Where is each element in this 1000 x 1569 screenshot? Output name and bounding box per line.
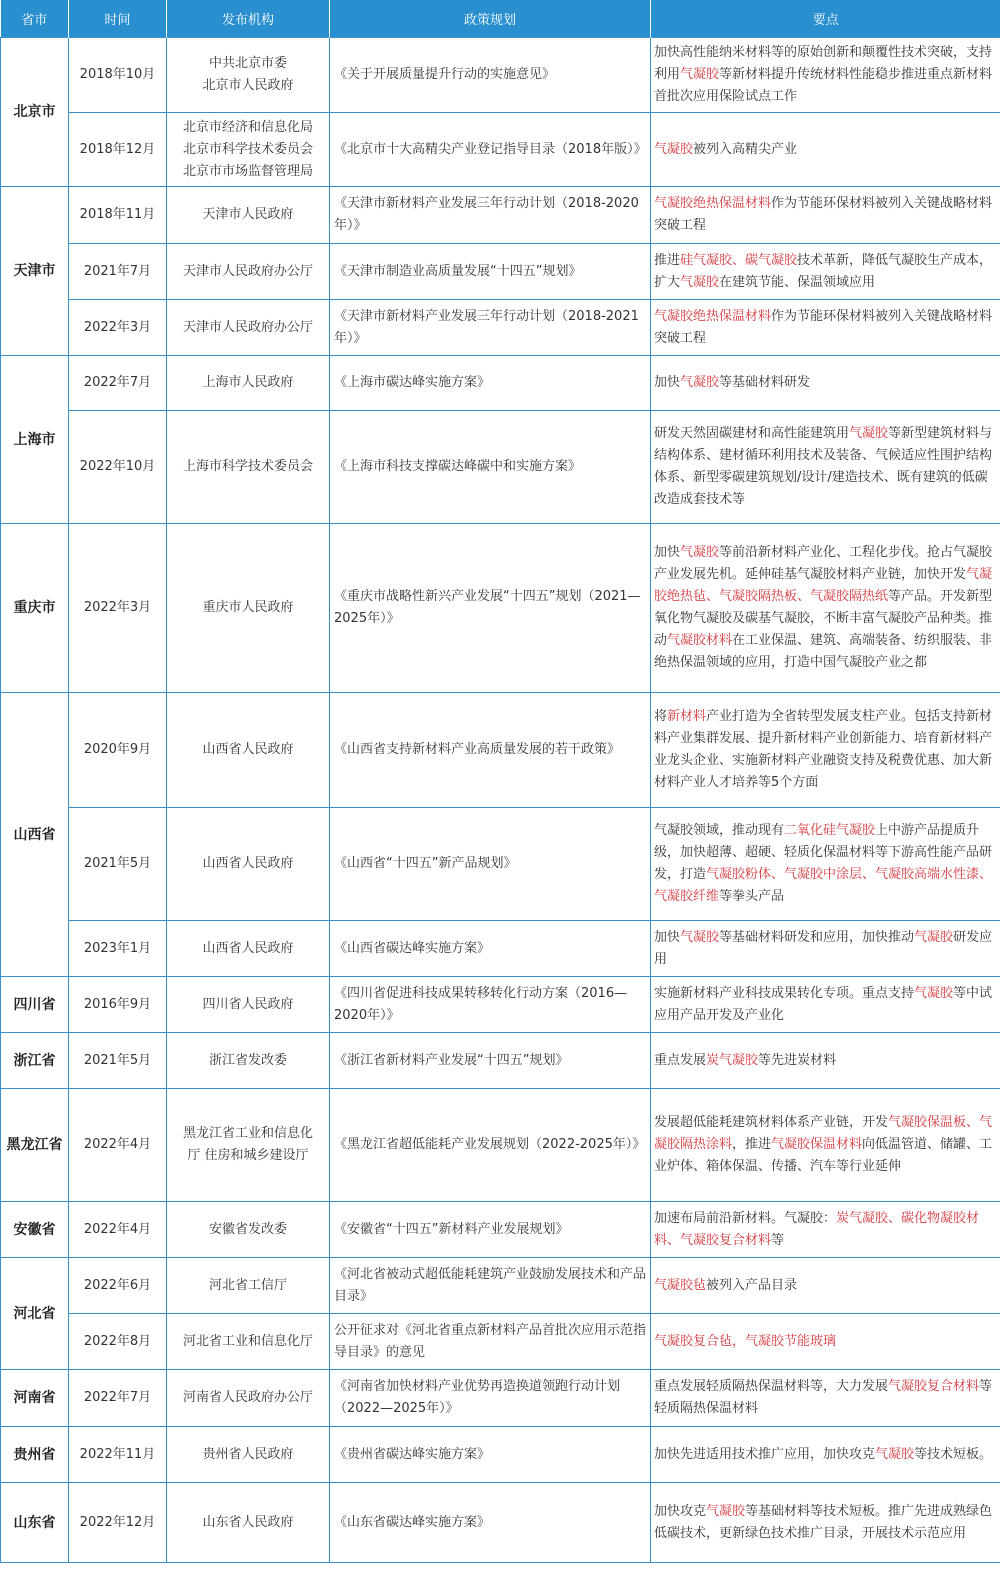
points-cell [651,1202,1000,1258]
table-row [1,1370,1000,1427]
org-cell [167,1202,330,1258]
policy-cell: 《四川省促进科技成果转移转化行动方案（2016—2020年）》 [330,977,651,1033]
points-text: 等产品。开发新型氧化物气凝胶及碳基气凝胶，不断丰富气凝胶产品种类。推动 [654,589,993,648]
points-text: 等新型建筑材料与结构体系、建材循环利用技术及装备、气候适应性围护结构体系、新型零碳建筑规划/设计/建造技术、既有建筑的低碳改造成套技术等 [654,426,993,507]
points-text: 被列入高精尖产业 [693,141,798,157]
province-cell: 天津市 [1,187,69,356]
org-line: 天津市人民政府办公厅 [182,319,313,335]
highlight-text: 气凝胶 [680,67,720,82]
org-cell [167,808,330,921]
date-cell: 2022年11月 [69,1427,167,1483]
policy-cell: 《山西省碳达峰实施方案》 [330,921,651,977]
points-text: 重点发展 [654,1052,707,1068]
points-text: 加快 [654,929,681,945]
table-row [1,411,1000,524]
points-text: 等 [771,1232,785,1248]
policy-cell: 《山西省“十四五”新产品规划》 [330,808,651,921]
table-row [1,921,1000,977]
points-text: 重点发展轻质隔热保温材料等，大力发展 [654,1379,889,1394]
org-cell [167,977,330,1033]
policy-cell: 《山西省支持新材料产业高质量发展的若干政策》 [330,693,651,808]
date-cell: 2021年7月 [69,244,167,300]
policy-cell: 《河北省被动式超低能耗建筑产业鼓励发展技术和产品目录》 [330,1258,651,1314]
points-text: 等轻质隔热保温材料 [654,1379,993,1416]
highlight-text: 炭气凝胶、碳化物凝胶材料、气凝胶复合材料 [654,1210,980,1248]
org-line: 河北省工信厅 [208,1277,287,1293]
highlight-text: 气凝胶粉体、气凝胶中涂层、气凝胶高端水性漆、气凝胶纤维 [654,867,993,904]
org-line: 中共北京市委 [208,56,287,71]
points-text: 等先进炭材料 [758,1052,837,1068]
points-text: 加快高性能纳米材料等的原始创新和颠覆性技术突破，支持利用 [654,45,993,82]
table-row [1,808,1000,921]
highlight-text: 气凝胶复合材料 [888,1379,980,1394]
highlight-text: 气凝胶 [654,141,694,157]
org-cell [167,300,330,356]
highlight-text: 气凝胶复合毡，气凝胶节能玻璃 [654,1333,837,1349]
org-cell [167,1370,330,1427]
policy-cell: 《上海市碳达峰实施方案》 [330,356,651,411]
org-cell [167,113,330,187]
highlight-text: 气凝胶绝热保温材料 [654,308,772,324]
policy-cell: 《天津市制造业高质量发展“十四五”规划》 [330,244,651,300]
points-cell [651,411,1000,524]
policy-cell: 《北京市十大高精尖产业登记指导目录（2018年版）》 [330,113,651,187]
policy-cell: 《河南省加快材料产业优势再造换道领跑行动计划（2022—2025年）》 [330,1370,651,1427]
date-cell: 2018年12月 [69,113,167,187]
points-text: 加快 [654,545,681,560]
points-cell [651,187,1000,244]
policy-cell: 公开征求对《河北省重点新材料产品首批次应用示范指导目录》的意见 [330,1314,651,1370]
table-row [1,693,1000,808]
points-cell [651,356,1000,411]
highlight-text: 气凝胶 [914,929,954,945]
org-cell [167,1089,330,1202]
date-cell: 2021年5月 [69,808,167,921]
policy-cell: 《黑龙江省超低能耗产业发展规划（2022-2025年）》 [330,1089,651,1202]
table-row [1,1033,1000,1089]
date-cell: 2022年8月 [69,1314,167,1370]
points-cell [651,300,1000,356]
org-line: 河北省工业和信息化厅 [182,1333,313,1349]
highlight-text: 气凝胶 [914,985,954,1001]
org-cell [167,1427,330,1483]
table-row [1,356,1000,411]
org-line: 河南省人民政府办公厅 [182,1390,313,1405]
points-text: 等中试应用产品开发及产业化 [654,985,993,1023]
org-cell [167,411,330,524]
points-cell [651,1314,1000,1370]
province-cell: 山西省 [1,693,69,977]
header-policy: 政策规划 [330,0,651,38]
highlight-text: 气凝胶 [680,375,720,390]
date-cell: 2023年1月 [69,921,167,977]
highlight-text: 气凝胶 [706,1503,746,1519]
points-text: 等基础材料研发和应用，加快推动 [719,929,915,945]
date-cell: 2022年10月 [69,411,167,524]
points-text: 加快攻克 [654,1503,707,1519]
table-row [1,524,1000,693]
points-text: 向低温管道、储罐、工业炉体、箱体保温、传播、汽车等行业延伸 [654,1137,993,1174]
points-text: 等前沿新材料产业化、工程化步伐。抢占气凝胶产业发展先机。延伸硅基气凝胶材料产业链，加快开发 [654,545,993,582]
points-text: 气凝胶领域，推动现有 [654,823,785,838]
org-line: 贵州省人民政府 [202,1446,294,1462]
points-text: 被列入产品目录 [706,1277,798,1293]
points-cell [651,1258,1000,1314]
policy-cell: 《贵州省碳达峰实施方案》 [330,1427,651,1483]
province-cell: 河南省 [1,1370,69,1427]
table-row [1,1314,1000,1370]
table-row [1,1202,1000,1258]
policy-cell: 《关于开展质量提升行动的实施意见》 [330,38,651,113]
header-org: 发布机构 [167,0,330,38]
points-text: 研发应用 [654,929,993,967]
date-cell: 2022年4月 [69,1089,167,1202]
policy-cell: 《天津市新材料产业发展三年行动计划（2018-2021年）》 [330,300,651,356]
org-line: 黑龙江省工业和信息化 [182,1126,313,1141]
org-line: 浙江省发改委 [208,1052,287,1068]
points-cell [651,1427,1000,1483]
province-cell: 山东省 [1,1483,69,1563]
points-text: 加快 [654,375,681,390]
table-row [1,1427,1000,1483]
province-cell: 上海市 [1,356,69,524]
points-cell [651,113,1000,187]
points-cell [651,1370,1000,1427]
date-cell: 2018年11月 [69,187,167,244]
policy-cell: 《安徽省“十四五”新材料产业发展规划》 [330,1202,651,1258]
province-cell: 黑龙江省 [1,1089,69,1202]
date-cell: 2022年6月 [69,1258,167,1314]
date-cell: 2022年12月 [69,1483,167,1563]
highlight-text: 气凝胶 [680,929,720,945]
points-text: 在建筑节能、保温领域应用 [719,274,876,290]
org-line: 四川省人民政府 [202,996,294,1012]
points-text: ，推进 [732,1137,772,1152]
org-line: 山东省人民政府 [202,1514,294,1530]
highlight-text: 气凝胶保温材料 [771,1137,863,1152]
org-cell [167,1483,330,1563]
table-row [1,1089,1000,1202]
org-line: 安徽省发改委 [208,1221,287,1237]
org-line: 北京市人民政府 [202,78,294,93]
points-text: 在工业保温、建筑、高端装备、纺织服装、非绝热保温领域的应用，打造中国气凝胶产业之都 [654,633,993,670]
points-cell [651,977,1000,1033]
points-text: 等基础材料等技术短板。推广先进成熟绿色低碳技术，更新绿色技术推广目录，开展技术示范应用 [654,1503,993,1541]
policy-cell: 《浙江省新材料产业发展“十四五”规划》 [330,1033,651,1089]
points-cell [651,1089,1000,1202]
table-row [1,1258,1000,1314]
org-line: 天津市人民政府 [202,207,294,222]
org-line: 上海市人民政府 [202,375,294,390]
highlight-text: 气凝胶材料 [667,633,733,648]
org-line: 山西省人民政府 [202,940,294,956]
province-cell: 浙江省 [1,1033,69,1089]
policy-cell: 《上海市科技支撑碳达峰碳中和实施方案》 [330,411,651,524]
date-cell: 2022年3月 [69,524,167,693]
points-text: 等基础材料研发 [719,375,811,390]
points-cell [651,244,1000,300]
highlight-text: 气凝胶 [875,1446,915,1462]
date-cell: 2022年7月 [69,1370,167,1427]
points-cell [651,1033,1000,1089]
table-row [1,977,1000,1033]
points-cell [651,38,1000,113]
table-row [1,187,1000,244]
points-text: 技术革新，降低气凝胶生产成本，扩大 [654,252,993,290]
highlight-text: 气凝胶毡 [654,1277,707,1293]
points-text: 作为节能环保材料被列入关键战略材料突破工程 [654,308,993,346]
points-cell [651,524,1000,693]
org-line: 山西省人民政府 [202,742,294,757]
points-text: 等技术短板。 [914,1446,993,1462]
header-points: 要点 [651,0,1000,38]
org-cell [167,38,330,113]
points-text: 等新材料提升传统材料性能稳步推进重点新材料首批次应用保险试点工作 [654,67,993,104]
org-line: 厅 住房和城乡建设厅 [187,1148,309,1163]
header-date: 时间 [69,0,167,38]
points-text: 研发天然固碳建材和高性能建筑用 [654,426,850,441]
policy-cell: 《山东省碳达峰实施方案》 [330,1483,651,1563]
org-cell [167,921,330,977]
table-row [1,1483,1000,1563]
org-line: 山西省人民政府 [202,856,294,871]
org-line: 北京市科学技术委员会 [182,141,313,157]
date-cell: 2022年7月 [69,356,167,411]
points-text: 将 [654,709,668,724]
highlight-text: 气凝胶 [680,274,720,290]
points-cell [651,808,1000,921]
policy-cell: 《天津市新材料产业发展三年行动计划（2018-2020年）》 [330,187,651,244]
org-cell [167,1258,330,1314]
highlight-text: 炭气凝胶 [706,1052,759,1068]
points-cell [651,921,1000,977]
table-row [1,38,1000,113]
table-row [1,113,1000,187]
org-cell [167,187,330,244]
province-cell: 北京市 [1,38,69,187]
highlight-text: 二氧化硅气凝胶 [784,823,876,838]
org-cell [167,1033,330,1089]
points-text: 实施新材料产业科技成果转化专项。重点支持 [654,985,915,1001]
table-row [1,244,1000,300]
points-cell [651,693,1000,808]
policy-cell: 《重庆市战略性新兴产业发展“十四五”规划（2021—2025年）》 [330,524,651,693]
header-row [1,0,1000,38]
highlight-text: 气凝胶绝热保温材料 [654,196,772,211]
org-line: 上海市科学技术委员会 [182,459,313,474]
highlight-text: 硅气凝胶、碳气凝胶 [680,252,798,268]
date-cell: 2022年4月 [69,1202,167,1258]
points-text: 等拳头产品 [719,889,785,904]
province-cell: 安徽省 [1,1202,69,1258]
date-cell: 2018年10月 [69,38,167,113]
highlight-text: 气凝胶 [680,545,720,560]
org-cell [167,244,330,300]
org-cell [167,693,330,808]
table-row [1,300,1000,356]
points-cell [651,1483,1000,1563]
points-text: 上中游产品提质升级，加快超薄、超硬、轻质化保温材料等下游高性能产品研发，打造 [654,823,993,882]
header-province: 省市 [1,0,69,38]
org-cell [167,356,330,411]
date-cell: 2021年5月 [69,1033,167,1089]
table-body [1,38,1000,1563]
points-text: 作为节能环保材料被列入关键战略材料突破工程 [654,196,993,233]
date-cell: 2016年9月 [69,977,167,1033]
org-cell [167,1314,330,1370]
highlight-text: 气凝胶 [849,426,889,441]
province-cell: 重庆市 [1,524,69,693]
date-cell: 2022年3月 [69,300,167,356]
date-cell: 2020年9月 [69,693,167,808]
points-text: 加快先进适用技术推广应用，加快攻克 [654,1446,876,1462]
org-line: 天津市人民政府办公厅 [182,263,313,279]
highlight-text: 新材料 [667,709,707,724]
points-text: 产业打造为全省转型发展支柱产业。包括支持新材料产业集群发展、提升新材料产业创新能力、培育新材料产业龙头企业、实施新材料产业融资支持及税费优惠、加大新材料产业人才培养等5个方面 [654,709,993,790]
province-cell: 河北省 [1,1258,69,1370]
highlight-text: 气凝胶保温板、气凝胶隔热涂料 [654,1115,993,1152]
org-cell [167,524,330,693]
org-line: 北京市经济和信息化局 [182,119,313,135]
org-line: 北京市市场监督管理局 [182,163,313,179]
points-text: 发展超低能耗建筑材料体系产业链，开发 [654,1115,889,1130]
org-line: 重庆市人民政府 [202,600,294,615]
province-cell: 贵州省 [1,1427,69,1483]
highlight-text: 气凝胶绝热毡、气凝胶隔热板、气凝胶隔热纸 [654,567,993,604]
points-text: 加速布局前沿新材料。气凝胶： [654,1210,837,1226]
points-text: 推进 [654,252,681,268]
province-cell: 四川省 [1,977,69,1033]
